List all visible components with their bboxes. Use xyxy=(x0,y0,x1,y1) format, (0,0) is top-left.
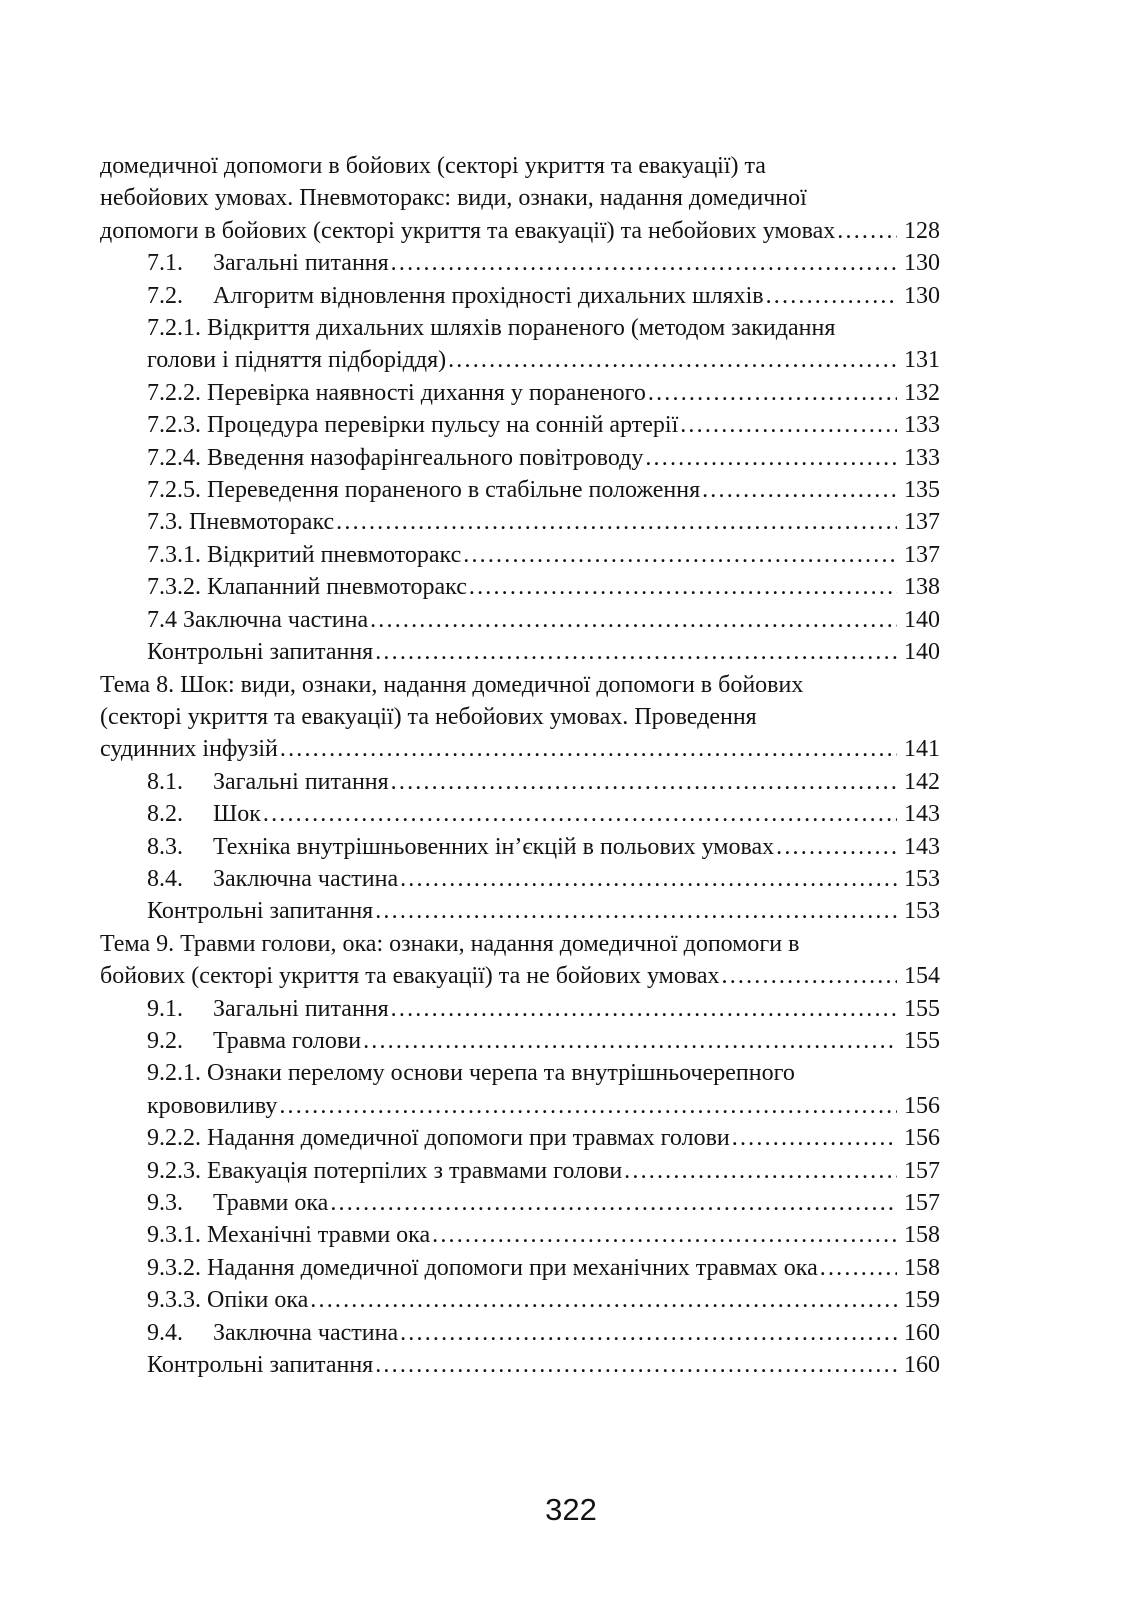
toc-page-ref: 140 xyxy=(904,606,940,633)
toc-line xyxy=(147,1187,940,1219)
toc-entry-text: Травма голови xyxy=(213,1027,362,1054)
toc-line xyxy=(147,1349,940,1381)
toc-entry xyxy=(100,798,940,830)
toc-entry-text: Тема 8. Шок: види, ознаки, надання домедичної допомоги в бойових xyxy=(100,671,804,698)
toc-entry-text: 9.3.3. Опіки ока xyxy=(147,1287,309,1314)
dot-leader xyxy=(279,1090,897,1122)
toc-entry-number: 7.2. xyxy=(147,282,183,309)
toc-line xyxy=(147,604,940,636)
toc-line xyxy=(147,474,940,506)
dot-leader xyxy=(624,1155,897,1187)
toc-entry xyxy=(100,280,940,312)
toc-entry xyxy=(100,1122,940,1154)
toc-line xyxy=(100,182,940,214)
toc-entry xyxy=(100,1187,940,1219)
toc-page-ref: 137 xyxy=(904,509,940,536)
toc-line xyxy=(147,1025,940,1057)
dot-leader xyxy=(280,733,897,765)
toc-entry-text: 7.2.1. Відкриття дихальних шляхів пораненого (методом закидання xyxy=(147,315,836,342)
toc-entry xyxy=(100,247,940,279)
toc-entry xyxy=(100,571,940,603)
toc-page-ref: 153 xyxy=(904,865,940,892)
toc-entry-text: Техніка внутрішньовенних ін’єкцій в польових умовах xyxy=(213,833,775,860)
toc-line xyxy=(147,247,940,279)
toc-entry-text: 7.4 Заключна частина xyxy=(147,606,369,633)
toc-entry-text: Загальні питання xyxy=(213,768,389,795)
toc-line xyxy=(147,442,940,474)
toc-line xyxy=(147,993,940,1025)
dot-leader xyxy=(310,1284,897,1316)
toc-entry-text: Контрольні запитання xyxy=(147,1352,374,1379)
toc-page-ref: 143 xyxy=(904,801,940,828)
dot-leader xyxy=(837,215,897,247)
toc-entry xyxy=(100,506,940,538)
toc-entry xyxy=(100,1252,940,1284)
dot-leader xyxy=(680,409,897,441)
toc-page-ref: 156 xyxy=(904,1125,940,1152)
toc-entry-text: 7.3.2. Клапанний пневмоторакс xyxy=(147,574,467,601)
toc-line xyxy=(147,831,940,863)
dot-leader xyxy=(370,604,897,636)
toc-entry xyxy=(100,474,940,506)
toc-entry xyxy=(100,312,940,377)
toc-line xyxy=(147,766,940,798)
toc-line xyxy=(100,701,940,733)
toc-line xyxy=(147,798,940,830)
toc-entry xyxy=(100,377,940,409)
toc-page-ref: 160 xyxy=(904,1319,940,1346)
table-of-contents xyxy=(100,150,940,1381)
toc-entry-text: бойових (секторі укриття та евакуації) та не бойових умовах xyxy=(100,963,720,990)
toc-page-ref: 158 xyxy=(904,1254,940,1281)
toc-entry-number: 9.4. xyxy=(147,1319,183,1346)
toc-entry-text: небойових умовах. Пневмоторакс: види, ознаки, надання домедичної xyxy=(100,185,807,212)
toc-entry-text: 9.3.1. Механічні травми ока xyxy=(147,1222,431,1249)
toc-entry-text: (секторі укриття та евакуації) та небойових умовах. Проведення xyxy=(100,703,757,730)
toc-page-ref: 133 xyxy=(904,412,940,439)
toc-entry xyxy=(100,150,940,247)
toc-line xyxy=(147,571,940,603)
toc-line xyxy=(147,539,940,571)
dot-leader xyxy=(766,280,897,312)
dot-leader xyxy=(400,1317,897,1349)
toc-entry xyxy=(100,442,940,474)
toc-page-ref: 159 xyxy=(904,1287,940,1314)
toc-line xyxy=(147,1252,940,1284)
toc-line xyxy=(100,150,940,182)
toc-entry-text: Травми ока xyxy=(213,1190,329,1216)
toc-entry-text: крововиливу xyxy=(147,1092,278,1119)
toc-entry-number: 8.1. xyxy=(147,768,183,795)
toc-entry xyxy=(100,993,940,1025)
toc-entry-text: Заключна частина xyxy=(213,1319,399,1346)
toc-entry-number: 8.3. xyxy=(147,833,183,860)
toc-entry-text: Загальні питання xyxy=(213,250,389,277)
toc-line xyxy=(147,863,940,895)
toc-line xyxy=(147,1122,940,1154)
toc-page-ref: 140 xyxy=(904,639,940,666)
toc-entry xyxy=(100,1025,940,1057)
toc-line xyxy=(100,733,940,765)
toc-page-ref: 154 xyxy=(904,963,940,990)
toc-page-ref: 141 xyxy=(904,736,940,763)
toc-page-ref: 128 xyxy=(904,217,940,244)
dot-leader xyxy=(702,474,897,506)
dot-leader xyxy=(263,798,897,830)
toc-entry-text: 9.2.3. Евакуація потерпілих з травмами голови xyxy=(147,1157,623,1184)
toc-page-ref: 135 xyxy=(904,477,940,504)
toc-page-ref: 158 xyxy=(904,1222,940,1249)
dot-leader xyxy=(391,993,897,1025)
toc-page-ref: 133 xyxy=(904,444,940,471)
toc-entry-text: допомоги в бойових (секторі укриття та евакуації) та небойових умовах xyxy=(100,217,836,244)
toc-page-ref: 160 xyxy=(904,1352,940,1379)
toc-entry xyxy=(100,831,940,863)
toc-entry xyxy=(100,669,940,766)
toc-entry xyxy=(100,1317,940,1349)
toc-page-ref: 131 xyxy=(904,347,940,374)
toc-line xyxy=(147,506,940,538)
toc-line xyxy=(147,1219,940,1251)
toc-entry-number: 8.2. xyxy=(147,801,183,828)
toc-entry xyxy=(100,1219,940,1251)
dot-leader xyxy=(375,636,897,668)
toc-page-ref: 143 xyxy=(904,833,940,860)
toc-entry-text: 7.3.1. Відкритий пневмоторакс xyxy=(147,541,462,568)
toc-entry-text: 9.3.2. Надання домедичної допомоги при механічних травмах ока xyxy=(147,1254,818,1281)
toc-entry-text: 7.2.4. Введення назофарінгеального повітроводу xyxy=(147,444,644,471)
dot-leader xyxy=(732,1122,897,1154)
dot-leader xyxy=(469,571,897,603)
toc-entry-text: Контрольні запитання xyxy=(147,898,374,925)
dot-leader xyxy=(391,247,897,279)
toc-entry xyxy=(100,1284,940,1316)
toc-entry-text: Шок xyxy=(213,801,261,828)
dot-leader xyxy=(400,863,897,895)
toc-entry xyxy=(100,766,940,798)
toc-line xyxy=(147,636,940,668)
toc-entry xyxy=(100,863,940,895)
toc-line xyxy=(147,280,940,312)
toc-entry-text: Контрольні запитання xyxy=(147,639,374,666)
toc-entry-text: домедичної допомоги в бойових (секторі укриття та евакуації) та xyxy=(100,153,766,179)
toc-entry-text: Заключна частина xyxy=(213,865,399,892)
toc-line xyxy=(147,344,940,376)
toc-line xyxy=(147,1155,940,1187)
toc-page-ref: 132 xyxy=(904,379,940,406)
toc-entry-text: 7.2.2. Перевірка наявності дихання у пораненого xyxy=(147,379,646,406)
toc-entry xyxy=(100,636,940,668)
toc-page-ref: 138 xyxy=(904,574,940,601)
toc-line xyxy=(147,377,940,409)
dot-leader xyxy=(722,960,898,992)
toc-entry-number: 9.2. xyxy=(147,1027,183,1054)
toc-entry xyxy=(100,1349,940,1381)
dot-leader xyxy=(648,377,897,409)
toc-entry-number: 9.1. xyxy=(147,995,183,1022)
toc-line xyxy=(147,1284,940,1316)
toc-line xyxy=(147,1317,940,1349)
toc-entry-number: 7.1. xyxy=(147,250,183,277)
toc-entry-text: 7.2.3. Процедура перевірки пульсу на сонній артерії xyxy=(147,412,679,439)
toc-line xyxy=(147,409,940,441)
toc-page-ref: 142 xyxy=(904,768,940,795)
toc-entry xyxy=(100,895,940,927)
toc-line xyxy=(147,1057,940,1089)
toc-entry-text: 9.2.1. Ознаки перелому основи черепа та внутрішньочерепного xyxy=(147,1060,795,1087)
toc-line xyxy=(147,1090,940,1122)
toc-entry-number: 9.3. xyxy=(147,1190,183,1216)
toc-page-ref: 130 xyxy=(904,282,940,309)
toc-page-ref: 130 xyxy=(904,250,940,277)
dot-leader xyxy=(820,1252,897,1284)
toc-entry-text: Загальні питання xyxy=(213,995,389,1022)
toc-page-ref: 153 xyxy=(904,898,940,925)
toc-entry-number: 8.4. xyxy=(147,865,183,892)
toc-entry xyxy=(100,409,940,441)
toc-entry-text: Тема 9. Травми голови, ока: ознаки, надання домедичної допомоги в xyxy=(100,930,800,957)
dot-leader xyxy=(463,539,897,571)
toc-line xyxy=(100,215,940,247)
toc-line xyxy=(147,895,940,927)
toc-page-ref: 137 xyxy=(904,541,940,568)
dot-leader xyxy=(776,831,897,863)
dot-leader xyxy=(336,506,897,538)
toc-entry xyxy=(100,1057,940,1122)
toc-page-ref: 156 xyxy=(904,1092,940,1119)
page-number: 322 xyxy=(545,1492,597,1527)
dot-leader xyxy=(375,1349,897,1381)
dot-leader xyxy=(448,344,897,376)
toc-line xyxy=(100,960,940,992)
toc-line xyxy=(100,928,940,960)
toc-entry xyxy=(100,539,940,571)
toc-entry-text: Алгоритм відновлення прохідності дихальних шляхів xyxy=(213,282,764,309)
toc-entry-text: судинних інфузій xyxy=(100,736,278,763)
toc-entry-text: голови і підняття підборіддя) xyxy=(147,347,447,374)
toc-line xyxy=(147,312,940,344)
dot-leader xyxy=(432,1219,897,1251)
dot-leader xyxy=(645,442,897,474)
toc-entry xyxy=(100,928,940,993)
dot-leader xyxy=(375,895,897,927)
toc-page-ref: 155 xyxy=(904,1027,940,1054)
toc-line xyxy=(100,669,940,701)
toc-page-ref: 157 xyxy=(904,1157,940,1184)
dot-leader xyxy=(391,766,897,798)
dot-leader xyxy=(330,1187,897,1219)
toc-entry-text: 9.2.2. Надання домедичної допомоги при травмах голови xyxy=(147,1125,730,1152)
toc-page-ref: 155 xyxy=(904,995,940,1022)
toc-entry-text: 7.3. Пневмоторакс xyxy=(147,509,335,536)
toc-entry xyxy=(100,604,940,636)
toc-entry xyxy=(100,1155,940,1187)
toc-entry-text: 7.2.5. Переведення пораненого в стабільне положення xyxy=(147,477,701,504)
toc-page-ref: 157 xyxy=(904,1190,940,1216)
dot-leader xyxy=(363,1025,897,1057)
